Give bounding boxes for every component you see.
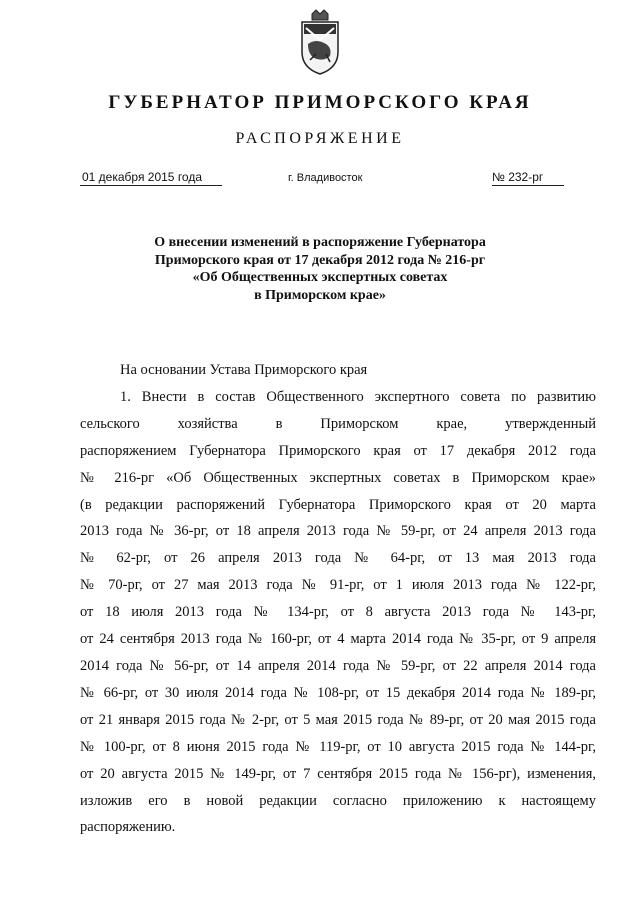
- body-line: № 62-рг, от 26 апреля 2013 года № 64-рг, от 13 мая 2013 года: [80, 550, 596, 567]
- document-body: [80, 357, 596, 841]
- heading-line: «Об Общественных экспертных советах: [192, 270, 448, 285]
- body-line: распоряжению.: [80, 819, 176, 836]
- body-line: сельского хозяйства в Приморском крае, утвержденный: [80, 415, 596, 432]
- body-line: № 216-рг «Об Общественных экспертных советах в Приморском крае»: [80, 469, 596, 486]
- heading-line: Приморского края от 17 декабря 2012 года № 216-рг: [154, 252, 486, 268]
- document-date: 01 декабря 2015 года: [80, 170, 222, 186]
- body-line: № 66-рг, от 30 июля 2014 года № 108-рг, от 15 декабря 2014 года № 189-рг,: [80, 684, 596, 701]
- body-line: от 18 июля 2013 года № 134-рг, от 8 августа 2013 года № 143-рг,: [80, 604, 596, 621]
- body-line: № 100-рг, от 8 июня 2015 года № 119-рг, от 10 августа 2015 года № 144-рг,: [80, 738, 596, 755]
- body-line: от 20 августа 2015 № 149-рг, от 7 сентября 2015 года № 156-рг), изменения,: [80, 765, 596, 782]
- document-number: № 232-рг: [492, 170, 564, 186]
- coat-of-arms-icon: [296, 8, 344, 76]
- body-line: от 21 января 2015 года № 2-рг, от 5 мая 2015 года № 89-рг, от 20 мая 2015 года: [80, 711, 596, 728]
- body-line: 2014 года № 56-рг, от 14 апреля 2014 года № 59-рг, от 22 апреля 2014 года: [80, 657, 596, 674]
- document-title: ГУБЕРНАТОР ПРИМОРСКОГО КРАЯ: [108, 92, 532, 113]
- body-line: На основании Устава Приморского края: [120, 362, 368, 378]
- heading-line: О внесении изменений в распоряжение Губернатора: [154, 235, 486, 250]
- document-type: РАСПОРЯЖЕНИЕ: [235, 130, 405, 147]
- body-line: изложив его в новой редакции согласно приложению к настоящему: [80, 792, 596, 809]
- document-heading: [120, 234, 520, 304]
- body-line: № 70-рг, от 27 мая 2013 года № 91-рг, от 1 июля 2013 года № 122-рг,: [80, 577, 596, 594]
- body-line: 2013 года № 36-рг, от 18 апреля 2013 года № 59-рг, от 24 апреля 2013 года: [80, 523, 596, 540]
- body-line: от 24 сентября 2013 года № 160-рг, от 4 марта 2014 года № 35-рг, от 9 апреля: [80, 631, 596, 648]
- body-line: распоряжением Губернатора Приморского края от 17 декабря 2012 года: [80, 442, 596, 459]
- document-city: г. Владивосток: [288, 172, 363, 184]
- body-line: 1. Внести в состав Общественного экспертного совета по развитию: [120, 388, 596, 405]
- body-line: (в редакции распоряжений Губернатора Приморского края от 20 марта: [80, 496, 596, 513]
- heading-line: в Приморском крае»: [254, 287, 386, 303]
